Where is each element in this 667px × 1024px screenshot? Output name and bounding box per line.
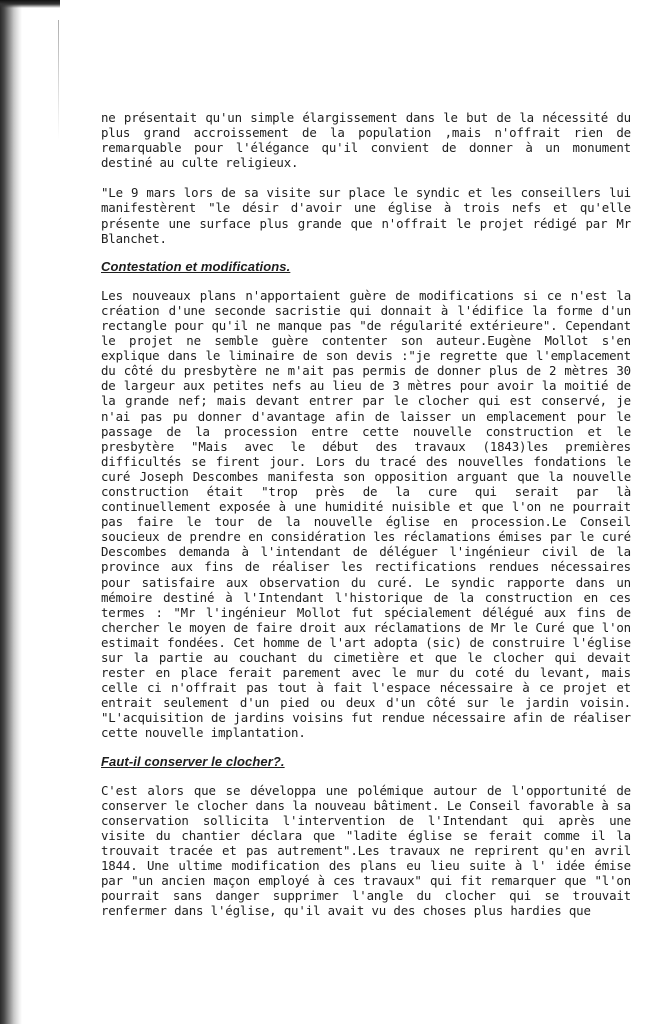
page-binding-shadow: [0, 0, 22, 1024]
paragraph-1: ne présentait qu'un simple élargissement dans le but de la nécessité du plus grand accroissement de la population ,mais n'offrait rien de remarquable pour l'élégance qu'il convient de donner à un monument destiné au culte religieux.: [101, 110, 631, 171]
section-heading-contestation: Contestation et modifications.: [101, 258, 291, 274]
page-corner-shadow: [0, 0, 60, 8]
paragraph-4: C'est alors que se développa une polémique autour de l'opportunité de conserver le clocher dans la nouveau bâtiment. Le Conseil favorable à sa conservation sollicita l'intervention de l'Intendant qui après une visite du chantier déclara que "ladite église se ferait comme il la trouvait tracée et pas autrement".Les travaux ne reprirent qu'en avril 1844. Une ultime modification des plans eu lieu suite à l' idée émise par "un ancien maçon employé à ces travaux" qui fit remarquer que "l'on pourrait sans danger supprimer l'angle du clocher qui se trouvait renfermer dans l'église, qu'il avait vu des choses plus hardies que: [101, 782, 631, 919]
paragraph-2: "Le 9 mars lors de sa visite sur place le syndic et les conseillers lui manifestèrent "le désir d'avoir une église à trois nefs et qu'elle présente une surface plus grande que n'offrait le projet rédigé par Mr Blanchet.: [101, 185, 631, 246]
page-fold-line: [58, 20, 59, 140]
document-page: [101, 110, 631, 918]
paragraph-3: Les nouveaux plans n'apportaient guère de modifications si ce n'est la création d'une seconde sacristie qui donnait à l'édifice la forme d'un rectangle pour qu'il ne manque pas "de régularité extérieure". Cependant le projet ne semble guère contenter son auteur.Eugène Mollot s'en explique dans le liminaire de son devis :"je regrette que l'emplacement du côté du presbytère ne m'ait pas permis de donner plus de 2 mètres 30 de largeur aux petites nefs au lieu de 3 mètres pour avoir la moitié de la grande nef; mais devant entrer par le clocher qui est conservé, je n'ai pas pu donner d'avantage afin de laisser un emplacement pour le passage de la procession entre cette nouvelle construction et le presbytère "Mais avec le début des travaux (1843)les premières difficultés se firent jour. Lors du tracé des nouvelles fondations le curé Joseph Descombes manifesta son opposition arguant que la nouvelle construction était "trop près de la cure qui serait par là continuellement exposée à une humidité nuisible et que l'on ne pourrait pas faire le tour de la nouvelle église en procession.Le Conseil soucieux de prendre en considération les réclamations émises par le curé Descombes demanda à l'intendant de déléguer l'ingénieur civil de la province aux fins de réaliser les rectifications rendues nécessaires pour satisfaire aux observation du curé. Le syndic rapporte dans un mémoire destiné à l'Intendant l'historique de la construction en ces termes : "Mr l'ingénieur Mollot fut spécialement délégué aux fins de chercher le moyen de faire droit aux réclamations de Mr le Curé que l'on estimait fondées. Cet homme de l'art adopta (sic) de construire l'église sur la partie au couchant du cimetière et que le clocher qui devait rester en place ferait parement avec le mur du coté du levant, mais celle ci n'offrait pas tout à fait l'espace nécessaire à ce projet et entrait seulement d'un pied ou deux d'un côté sur le jardin voisin. "L'acquisition de jardins voisins fut rendue nécessaire afin de réaliser cette nouvelle implantation.: [101, 287, 631, 741]
section-heading-clocher: Faut-il conserver le clocher?.: [101, 753, 285, 769]
